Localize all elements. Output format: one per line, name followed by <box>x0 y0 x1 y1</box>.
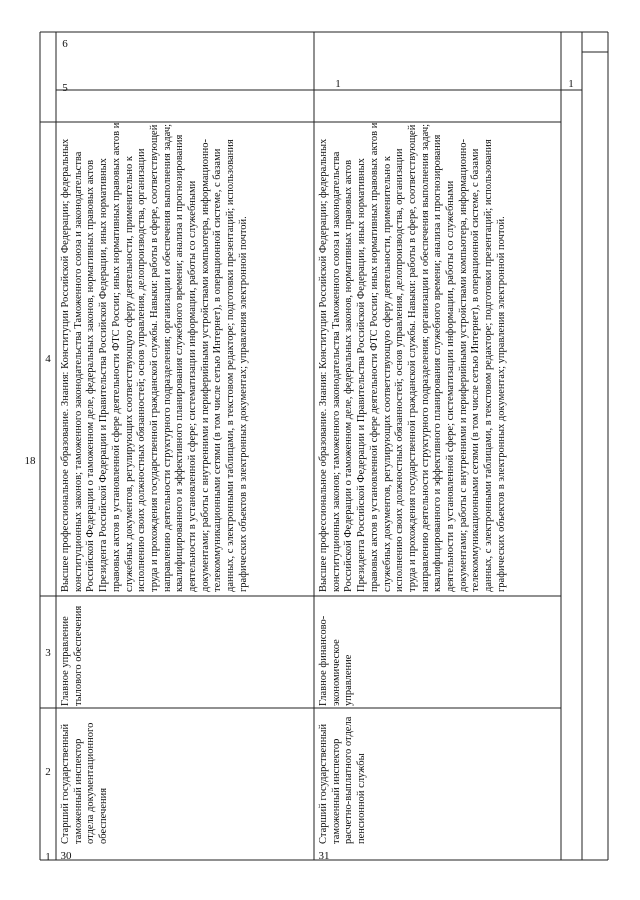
qualification-requirements: Высшее профессиональное образование. Знания: Конституции Российской Федерации; федеральных конституционных законов; таможенного законодательства Таможенного союза и законодательства Российской Федерации о таможенном деле, федеральных законов, нормативных правовых актов Президента Российской Федерации и Правительства Российской Федерации, иных нормативных правовых актов в установленной сфере деятельности ФТС России; иных нормативных правовых актов и служебных документов, регулирующих соответствующую сферу деятельности, применительно к исполнению своих должностных обязанностей; основ управления, делопроизводства, организации труда и прохождения государственной гражданской службы. Навыки: работы в сфере, соответствующей направлению деятельности структурного подразделения; организации и обеспечения выполнения задач; квалифицированного и эффективного планирования служебного времени; анализа и прогнозирования деятельности в установленной сфере; систематизации информации, работы со служебными документами; работы с внутренними и периферийными устройствами компьютера, информационно-телекоммуникационными сетями (в том числе сетью Интернет), в операционной системе, с базами данных, с электронными таблицами, в текстовом редакторе; подготовки презентаций; использования графических объектов в электронных документах; управления электронной почтой. <box>60 122 249 592</box>
department-name: Главное финансово-экономическое управление <box>318 615 355 706</box>
column-number: 6 <box>62 38 68 50</box>
position-title: Старший государственный таможенный инспектор отдела документационного обеспечения <box>60 722 110 844</box>
department-name: Главное управление тылового обеспечения <box>60 605 84 706</box>
position-title: Старший государственный таможенный инспектор расчетно-выплатного отдела пенсионной службы <box>318 716 368 844</box>
row-number: 31 <box>318 850 330 862</box>
qualification-requirements: Высшее профессиональное образование. Знания: Конституции Российской Федерации; федеральных конституционных законов; таможенного законодательства Таможенного союза и законодательства Российской Федерации о таможенном деле, федеральных законов, нормативных правовых актов Президента Российской Федерации и Правительства Российской Федерации, иных нормативных правовых актов в установленной сфере деятельности ФТС России; иных нормативных правовых актов и служебных документов, регулирующих соответствующую сферу деятельности, применительно к исполнению своих должностных обязанностей; основ управления, делопроизводства, организации труда и прохождения государственной гражданской службы. Навыки: работы в сфере, соответствующей направлению деятельности структурного подразделения; организации и обеспечения выполнения задач; квалифицированного и эффективного планирования служебного времени; анализа и прогнозирования деятельности в установленной сфере; систематизации информации, работы со служебными документами; работы с внутренними и периферийными устройствами компьютера, информационно-телекоммуникационными сетями (в том числе сетью Интернет), в операционной системе, с базами данных, с электронными таблицами, в текстовом редакторе; подготовки презентаций; использования графических объектов в электронных документах; управления электронной почтой. <box>318 122 507 592</box>
cell-value: 1 <box>335 78 341 90</box>
row-number: 30 <box>60 850 72 862</box>
column-number: 4 <box>45 353 51 365</box>
cell-value: 1 <box>568 78 574 90</box>
page-number: 18 <box>24 455 36 467</box>
column-number: 5 <box>62 82 68 94</box>
column-number: 2 <box>45 766 51 778</box>
column-number: 1 <box>45 851 51 863</box>
column-number: 3 <box>45 647 51 659</box>
